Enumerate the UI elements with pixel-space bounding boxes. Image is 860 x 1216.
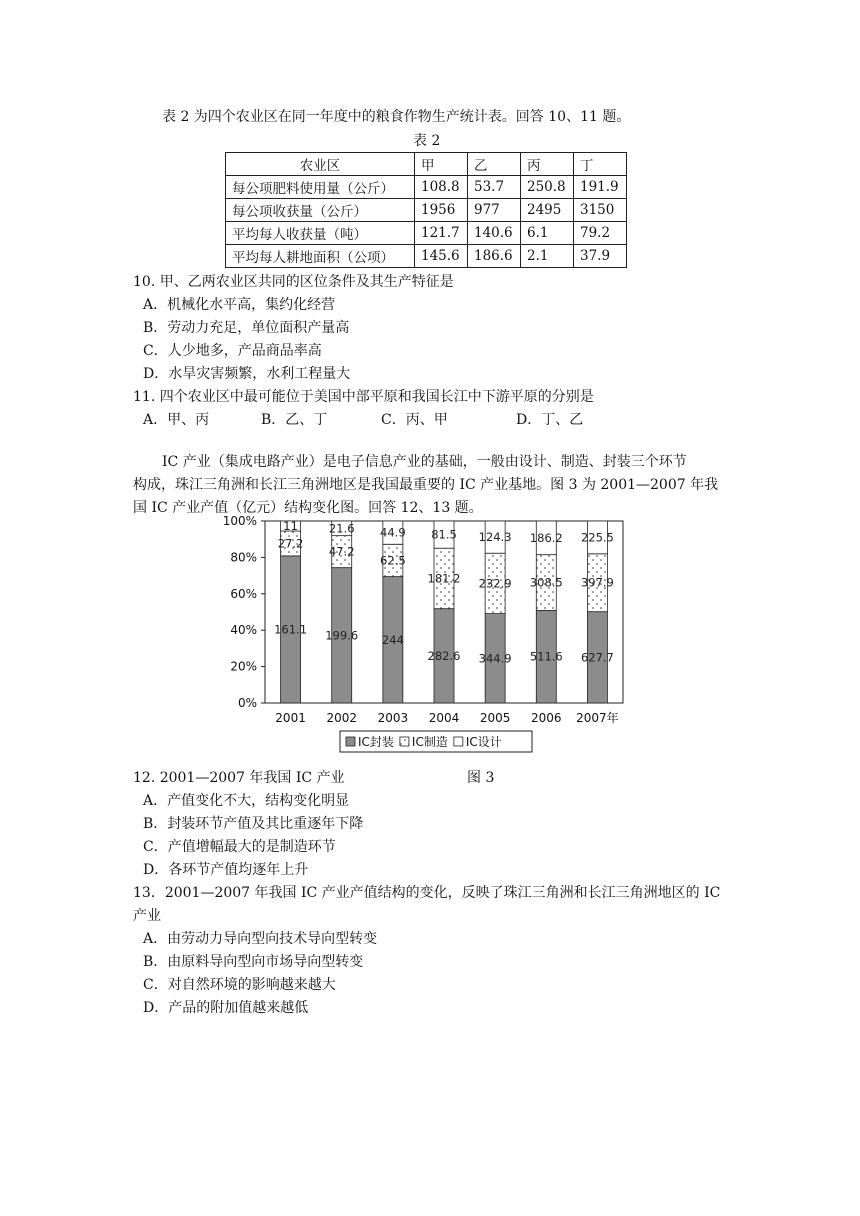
y-tick-label: 100% — [222, 514, 257, 528]
crop-production-table — [225, 152, 627, 268]
q12-option-d: D．各环节产值均逐年上升 — [143, 862, 309, 878]
bar-value-label: 199.6 — [325, 628, 359, 643]
bar-value-label: 181.2 — [427, 571, 461, 586]
bar-value-label: 397.9 — [580, 575, 614, 590]
header-cell: 农业区 — [226, 153, 415, 176]
q11-option-a: A．甲、丙 — [143, 412, 210, 428]
legend-swatch — [346, 737, 355, 746]
table-cell: 1956 — [415, 199, 468, 222]
row-label: 平均每人耕地面积（公项） — [226, 245, 415, 268]
q10-option-d: D．水旱灾害频繁，水利工程量大 — [143, 366, 351, 382]
header-cell: 甲 — [415, 153, 468, 176]
bar-value-label: 186.2 — [529, 530, 563, 545]
q10-option-a: A．机械化水平高，集约化经营 — [143, 297, 336, 313]
question-10-stem: 10. 甲、乙两农业区共同的区位条件及其生产特征是 — [133, 274, 454, 290]
table-cell: 121.7 — [415, 222, 468, 245]
bar-value-label: 344.9 — [478, 651, 512, 666]
bar-value-label: 282.6 — [427, 648, 461, 663]
y-tick-label: 0% — [237, 696, 257, 710]
bar-value-label: 21.6 — [328, 521, 355, 536]
q13-option-a: A．由劳动力导向型向技术导向型转变 — [143, 931, 378, 947]
q12-option-c: C．产值增幅最大的是制造环节 — [143, 839, 336, 855]
q10-option-c: C．人少地多，产品商品率高 — [143, 343, 322, 359]
q11-option-c: C．丙、甲 — [381, 412, 448, 428]
table-row — [226, 176, 627, 199]
bar-value-label: 511.6 — [529, 649, 563, 664]
row-label: 每公项收获量（公斤） — [226, 199, 415, 222]
q13-option-b: B．由原料导向型向市场导向型转变 — [143, 954, 364, 970]
q12-option-a: A．产值变化不大，结构变化明显 — [143, 793, 350, 809]
bar-value-label: 27.2 — [277, 536, 304, 551]
table-cell: 2.1 — [521, 245, 574, 268]
table-cell: 250.8 — [521, 176, 574, 199]
x-tick-label: 2006 — [531, 711, 562, 725]
q12-option-b: B．封装环节产值及其比重逐年下降 — [143, 816, 364, 832]
bar-value-label: 47.2 — [328, 544, 355, 559]
legend-label: IC设计 — [465, 735, 502, 749]
x-tick-label: 2007年 — [576, 711, 619, 725]
header-cell: 丙 — [521, 153, 574, 176]
bar-value-label: 44.9 — [380, 525, 406, 540]
table-caption: 表 2 — [413, 133, 441, 149]
legend-label: IC制造 — [411, 735, 448, 749]
y-tick-label: 40% — [230, 623, 257, 638]
intro-line-2: 构成，珠江三角洲和长江三角洲地区是我国最重要的 IC 产业基地。图 3 为 2001—2007 年我 — [133, 477, 719, 493]
q13-option-c: C．对自然环境的影响越来越大 — [143, 977, 336, 993]
table-row — [226, 245, 627, 268]
bar-value-label: 11 — [283, 519, 298, 534]
bar-value-label: 308.5 — [529, 575, 563, 590]
header-cell: 乙 — [468, 153, 521, 176]
q13-option-d: D．产品的附加值越来越低 — [143, 1000, 309, 1016]
question-13-stem-line-2: 产业 — [133, 908, 161, 924]
table-cell: 37.9 — [574, 245, 627, 268]
q10-option-b: B．劳动力充足，单位面积产量高 — [143, 320, 350, 336]
question-11-stem: 11. 四个农业区中最可能位于美国中部平原和我国长江中下游平原的分别是 — [133, 389, 594, 405]
y-tick-label: 60% — [230, 586, 257, 601]
table-cell: 53.7 — [468, 176, 521, 199]
legend-label: IC封装 — [358, 735, 394, 749]
bar-value-label: 627.7 — [580, 650, 614, 665]
bar-value-label: 161.1 — [274, 622, 308, 637]
question-13-stem-line-1: 13．2001—2007 年我国 IC 产业产值结构的变化，反映了珠江三角洲和长江三角洲地区的 IC — [133, 885, 721, 901]
table-cell: 977 — [468, 199, 521, 222]
row-label: 每公项肥料使用量（公斤） — [226, 176, 415, 199]
question-12-stem: 12. 2001—2007 年我国 IC 产业 — [133, 770, 345, 786]
table-cell: 145.6 — [415, 245, 468, 268]
row-label: 平均每人收获量（吨） — [226, 222, 415, 245]
bar-value-label: 62.5 — [380, 553, 406, 568]
intro-line-1: IC 产业（集成电路产业）是电子信息产业的基础，一般由设计、制造、封装三个环节 — [162, 454, 687, 470]
x-tick-label: 2003 — [377, 711, 409, 725]
y-tick-label: 80% — [230, 550, 257, 565]
y-tick-label: 20% — [230, 659, 257, 674]
x-tick-label: 2005 — [479, 711, 511, 725]
figure-caption: 图 3 — [467, 770, 495, 786]
table-cell: 2495 — [521, 199, 574, 222]
bar-value-label: 232.9 — [478, 576, 512, 591]
legend-swatch — [400, 737, 409, 746]
bar-value-label: 124.3 — [478, 530, 512, 545]
table-cell: 79.2 — [574, 222, 627, 245]
q11-option-d: D．丁、乙 — [516, 412, 584, 428]
bar-value-label: 81.5 — [431, 527, 457, 542]
bar-value-label: 244 — [381, 632, 404, 647]
table-cell: 186.6 — [468, 245, 521, 268]
intro-line-3: 国 IC 产业产值（亿元）结构变化图。回答 12、13 题。 — [133, 500, 483, 516]
q11-option-b: B．乙、丁 — [261, 412, 328, 428]
table-cell: 6.1 — [521, 222, 574, 245]
bar-value-label: 225.5 — [580, 530, 614, 545]
table-row — [226, 199, 627, 222]
table-row — [226, 222, 627, 245]
x-tick-label: 2002 — [326, 711, 357, 725]
table-cell: 140.6 — [468, 222, 521, 245]
table-cell: 108.8 — [415, 176, 468, 199]
x-tick-label: 2001 — [275, 711, 306, 725]
intro-questions-10-11: 表 2 为四个农业区在同一年度中的粮食作物生产统计表。回答 10、11 题。 — [162, 109, 631, 125]
table-cell: 191.9 — [574, 176, 627, 199]
table-header-row — [226, 153, 627, 176]
legend-swatch — [454, 737, 463, 746]
x-tick-label: 2004 — [428, 711, 460, 725]
table-cell: 3150 — [574, 199, 627, 222]
header-cell: 丁 — [574, 153, 627, 176]
ic-structure-chart — [215, 510, 635, 755]
